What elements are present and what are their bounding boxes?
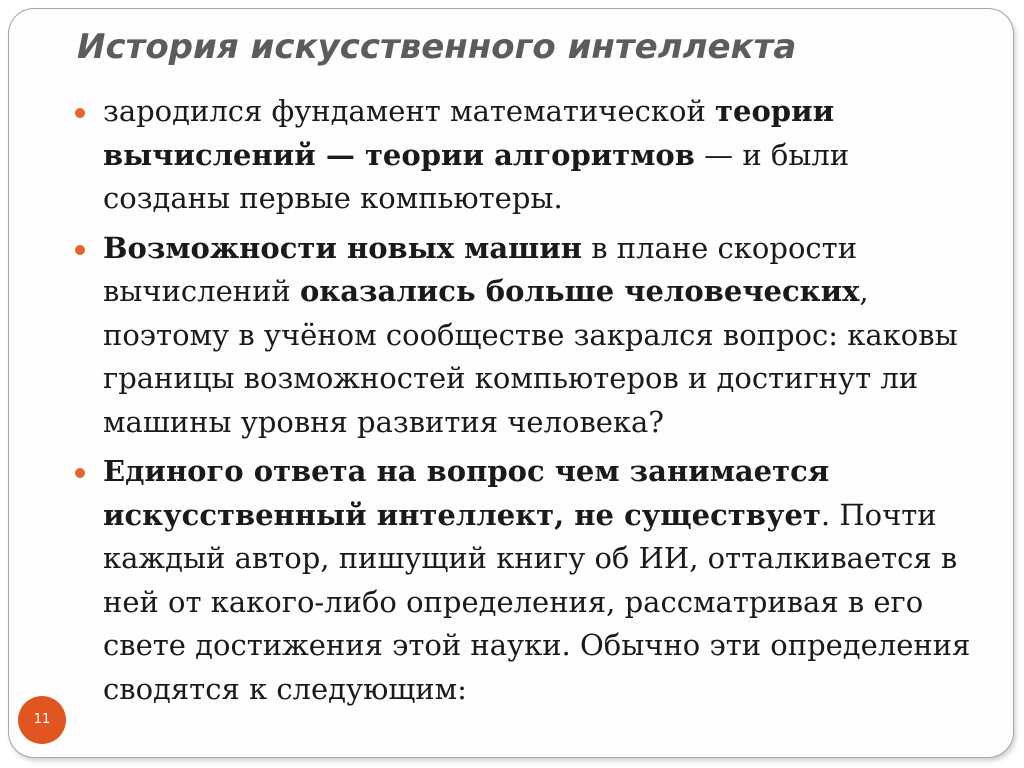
text-segment: , поэтому в учёном сообществе закрался вопрос: каковы границы возможностей компьютеров и достигнут ли машины уровня развития человека? — [103, 274, 958, 439]
bullet-dot-icon — [75, 468, 85, 478]
bold-text-segment: Единого ответа на вопрос чем занимается искусственный интеллект, не существует — [103, 454, 830, 532]
bullet-text — [103, 94, 849, 215]
page-number-badge: 11 — [18, 696, 66, 744]
bullet-item — [75, 450, 980, 711]
text-segment: — и были созданы первые компьютеры. — [103, 137, 850, 215]
text-segment: . Почти каждый автор, пишущий книгу об ИИ, отталкивается в ней от какого-либо определения, рассматривая в его свете достижения этой науки. Обычно эти определения сводятся к следующим: — [103, 497, 971, 706]
bold-text-segment: Возможности новых машин — [103, 230, 583, 265]
bold-text-segment: теории вычислений — теории алгоритмов — [103, 94, 835, 172]
slide-title: История искусственного интеллекта — [77, 27, 797, 67]
bullet-item — [75, 90, 980, 221]
text-segment: в плане скорости вычислений — [103, 230, 858, 308]
bullet-text — [103, 231, 958, 439]
text-segment: зародился фундамент математической — [103, 94, 716, 128]
slide-frame — [8, 8, 1014, 758]
bullet-dot-icon — [75, 108, 85, 118]
bullet-text — [103, 454, 970, 706]
bullet-dot-icon — [75, 245, 85, 255]
bold-text-segment: оказались больше человеческих — [299, 274, 860, 308]
bullet-list — [75, 90, 980, 717]
bullet-item — [75, 227, 980, 445]
